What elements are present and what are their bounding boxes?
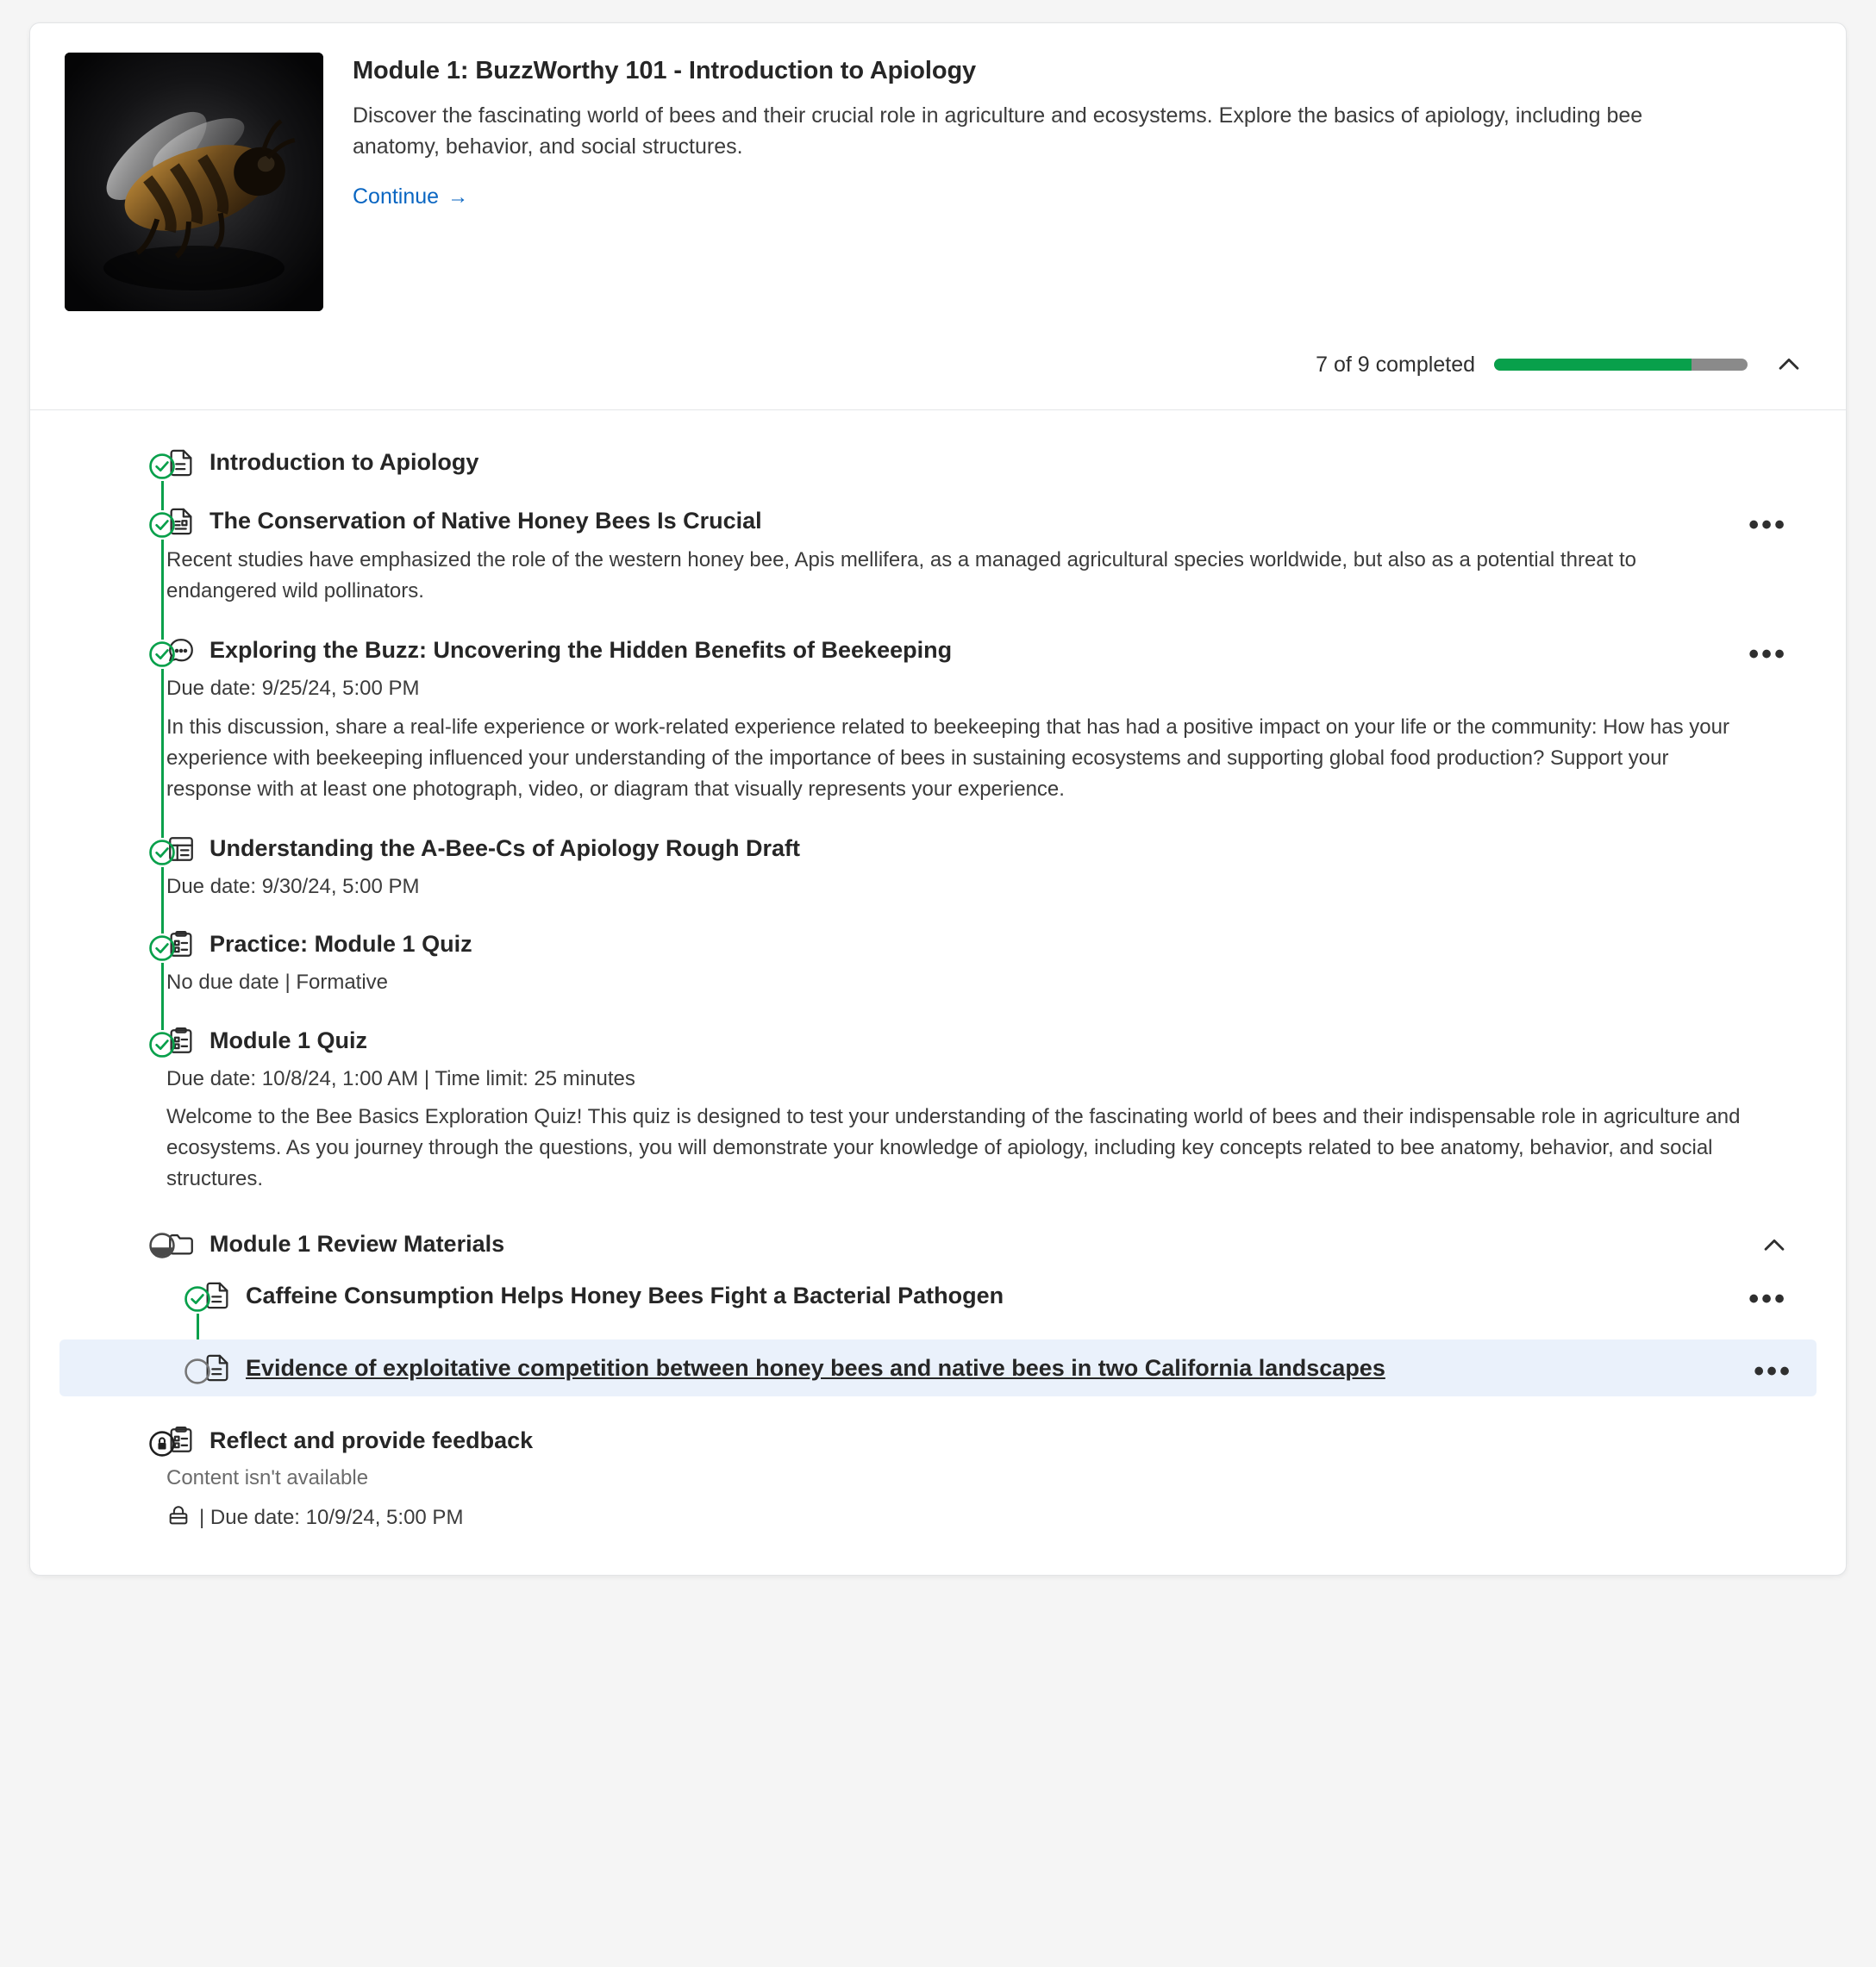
folder-collapse-button[interactable] bbox=[1753, 1224, 1796, 1270]
item-lock-meta bbox=[166, 1503, 1751, 1533]
continue-link[interactable] bbox=[353, 184, 468, 209]
chevron-up-icon bbox=[1760, 1231, 1789, 1260]
item-description: In this discussion, share a real-life experience or work-related experience related to beekeeping that has had a positive impact on your life or the community: How has your experience with beekeeping influenced your understanding of the importance of bees in sustaining ecosystems and supporting global food production? Support your response with at least one photograph, video, or diagram that visually represents your experience. bbox=[166, 715, 1729, 801]
item-meta: Due date: 10/8/24, 1:00 AM | Time limit: 25 minutes bbox=[166, 1066, 635, 1090]
item-header bbox=[203, 1353, 1756, 1383]
folder-title: Module 1 Review Materials bbox=[209, 1230, 505, 1257]
module-title: Module 1: BuzzWorthy 101 - Introduction to Apiology bbox=[353, 57, 977, 84]
item-description: Recent studies have emphasized the role of the western honey bee, Apis mellifera, as a managed agricultural species worldwide, but also as a potential threat to endangered wild pollinators. bbox=[166, 548, 1636, 603]
item-header bbox=[166, 448, 1751, 478]
item-header bbox=[166, 636, 1751, 665]
locked-icon bbox=[166, 1503, 191, 1533]
exploring-the-buzz-discussion-options-button[interactable]: ••• bbox=[1740, 634, 1796, 674]
item-header bbox=[166, 507, 1751, 536]
item-title-introduction-to-apiology: Introduction to Apiology bbox=[209, 449, 479, 476]
caffeine-consumption-honey-bees-options-button[interactable]: ••• bbox=[1740, 1279, 1796, 1319]
progress-fill bbox=[1494, 359, 1692, 371]
item-title-a-bee-cs-rough-draft: Understanding the A-Bee-Cs of Apiology Rough Draft bbox=[209, 834, 800, 861]
list-item[interactable] bbox=[65, 1027, 1811, 1196]
item-unavailable-text: Content isn't available bbox=[166, 1466, 369, 1490]
item-title-exploring-the-buzz-discussion: Exploring the Buzz: Uncovering the Hidden Benefits of Beekeeping bbox=[209, 637, 953, 664]
item-header bbox=[166, 1027, 1751, 1056]
list-item[interactable] bbox=[59, 1339, 1817, 1396]
module-card bbox=[29, 22, 1847, 1576]
status-complete-icon bbox=[147, 934, 177, 963]
item-meta: Due date: 9/25/24, 5:00 PM bbox=[166, 677, 420, 700]
arrow-right-icon: → bbox=[447, 184, 469, 209]
module-header bbox=[30, 23, 1846, 311]
item-header bbox=[203, 1281, 1751, 1310]
list-item[interactable] bbox=[65, 448, 1811, 478]
progress-label: 7 of 9 completed bbox=[1316, 352, 1475, 377]
item-title-caffeine-consumption-honey-bees: Caffeine Consumption Helps Honey Bees Fight a Bacterial Pathogen bbox=[246, 1282, 1004, 1308]
progress-rail bbox=[161, 481, 164, 510]
list-item[interactable] bbox=[65, 507, 1811, 607]
item-meta: No due date | Formative bbox=[166, 971, 389, 995]
progress-rail bbox=[161, 540, 164, 640]
list-item[interactable] bbox=[65, 636, 1811, 805]
folder-header bbox=[166, 1229, 504, 1258]
item-meta: Due date: 9/30/24, 5:00 PM bbox=[166, 874, 420, 898]
list-item[interactable] bbox=[65, 1426, 1811, 1533]
status-complete-icon bbox=[183, 1284, 212, 1314]
status-complete-icon bbox=[147, 452, 177, 481]
status-complete-icon bbox=[147, 510, 177, 540]
chevron-up-icon bbox=[1774, 350, 1804, 379]
list-item[interactable] bbox=[65, 930, 1811, 997]
list-item[interactable] bbox=[65, 834, 1811, 902]
item-header bbox=[166, 1426, 1751, 1455]
item-title-evidence-exploitative-competition[interactable]: Evidence of exploitative competition between honey bees and native bees in two California landscapes bbox=[246, 1354, 1385, 1381]
item-header bbox=[166, 834, 1751, 864]
status-complete-icon bbox=[147, 640, 177, 669]
progress-rail bbox=[161, 669, 164, 838]
evidence-exploitative-competition-options-button[interactable]: ••• bbox=[1745, 1352, 1801, 1391]
status-complete-icon bbox=[147, 838, 177, 867]
item-title-reflect-and-provide-feedback: Reflect and provide feedback bbox=[209, 1427, 534, 1453]
module-items-list bbox=[30, 410, 1846, 1575]
continue-label: Continue bbox=[353, 184, 440, 209]
progress-rail bbox=[161, 963, 164, 1030]
progress-bar bbox=[1494, 359, 1748, 371]
lock-meta-text: | Due date: 10/9/24, 5:00 PM bbox=[199, 1506, 464, 1530]
item-header bbox=[166, 930, 1751, 959]
list-item[interactable] bbox=[65, 1281, 1811, 1316]
item-title-module-1-quiz: Module 1 Quiz bbox=[209, 1027, 368, 1053]
progress-rail bbox=[197, 1314, 199, 1343]
module-collapse-button[interactable] bbox=[1767, 342, 1811, 387]
status-locked-icon bbox=[147, 1429, 177, 1458]
folder-row[interactable] bbox=[65, 1229, 1811, 1258]
module-info bbox=[323, 53, 1811, 311]
status-partial-icon bbox=[147, 1231, 177, 1260]
item-title-practice-module-1-quiz: Practice: Module 1 Quiz bbox=[209, 931, 472, 958]
conservation-native-honey-bees-options-button[interactable]: ••• bbox=[1740, 505, 1796, 545]
progress-rail bbox=[161, 867, 164, 934]
module-progress bbox=[30, 311, 1846, 409]
status-incomplete-icon bbox=[183, 1357, 212, 1386]
module-description: Discover the fascinating world of bees and their crucial role in agriculture and ecosystems. Explore the basics of apiology, including bee anatomy, behavior, and social structures. bbox=[353, 103, 1643, 159]
status-complete-icon bbox=[147, 1030, 177, 1059]
item-title-conservation-native-honey-bees: The Conservation of Native Honey Bees Is Crucial bbox=[209, 508, 762, 534]
item-description: Welcome to the Bee Basics Exploration Quiz! This quiz is designed to test your understanding of the fascinating world of bees and their indispensable role in agriculture and ecosystems. As you journey through the questions, you will demonstrate your knowledge of apiology, including key concepts related to bee anatomy, behavior, and social structures. bbox=[166, 1105, 1741, 1191]
module-thumbnail bbox=[65, 53, 323, 311]
